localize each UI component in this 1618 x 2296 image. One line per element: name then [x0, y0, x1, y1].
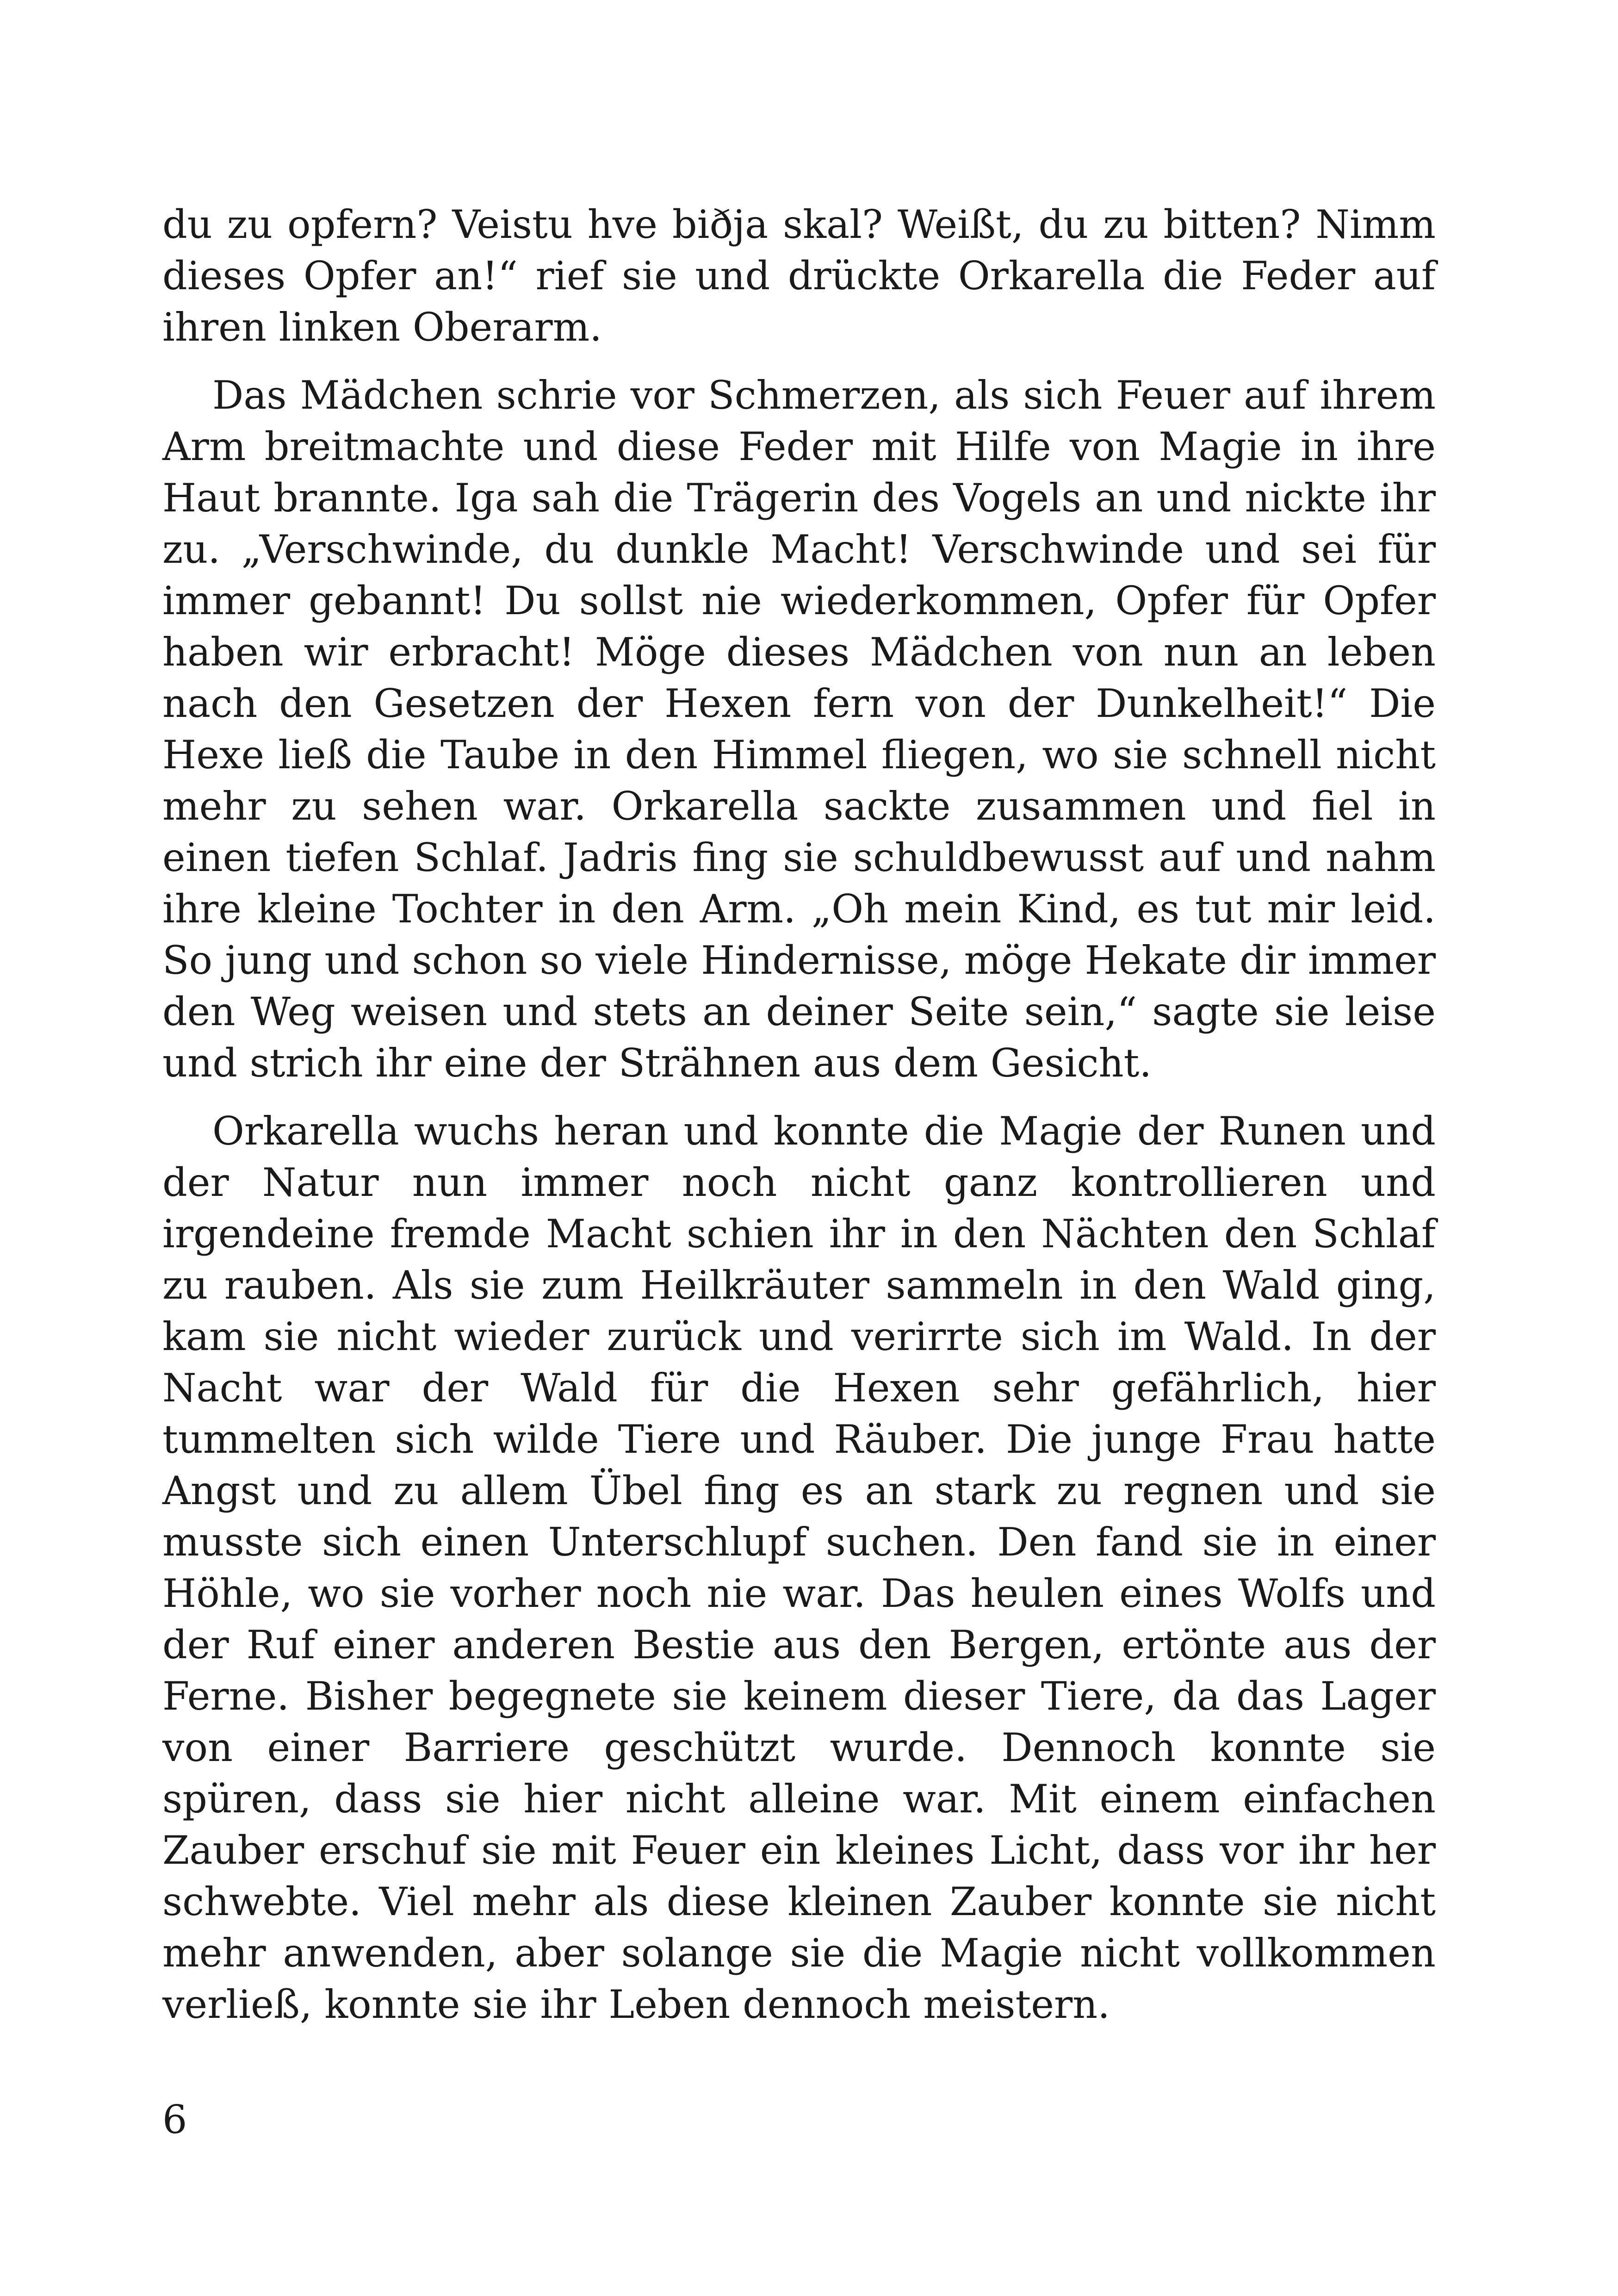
paragraph-continued: du zu opfern? Veistu hve biðja skal? Weißt, du zu bitten? Nimm dieses Opfer an!“ rief sie und drückte Orkarella die Feder auf ihren linken Oberarm. [162, 202, 1436, 350]
page-number: 6 [162, 2097, 187, 2142]
paragraph: Orkarella wuchs heran und konnte die Magie der Runen und der Natur nun immer noch nicht ganz kontrollieren und irgendeine fremde Macht schien ihr in den Nächten den Schlaf zu rauben. Als sie zum Heilkräuter sammeln in den Wald ging, kam sie nicht wieder zurück und verirrte sich im Wald. In der Nacht war der Wald für die Hexen sehr gefährlich, hier tummelten sich wilde Tiere und Räuber. Die junge Frau hatte Angst und zu allem Übel fing es an stark zu regnen und sie musste sich einen Unterschlupf suchen. Den fand sie in einer Höhle, wo sie vorher noch nie war. Das heulen eines Wolfs und der Ruf einer anderen Bestie aus den Bergen, ertönte aus der Ferne. Bisher begegnete sie keinem dieser Tiere, da das Lager von einer Barriere geschützt wurde. Dennoch konnte sie spüren, dass sie hier nicht alleine war. Mit einem einfachen Zauber erschuf sie mit Feuer ein kleines Licht, dass vor ihr her schwebte. Viel mehr als diese kleinen Zauber konnte sie nicht mehr anwenden, aber solange sie die Magie nicht vollkommen verließ, konnte sie ihr Leben dennoch meistern. [162, 1108, 1436, 2027]
body-text [162, 199, 1436, 2047]
paragraph: Das Mädchen schrie vor Schmerzen, als sich Feuer auf ihrem Arm breitmachte und diese Feder mit Hilfe von Magie in ihre Haut brannte. Iga sah die Trägerin des Vogels an und nickte ihr zu. „Verschwinde, du dunkle Macht! Verschwinde und sei für immer gebannt! Du sollst nie wiederkommen, Opfer für Opfer haben wir erbracht! Möge dieses Mädchen von nun an leben nach den Gesetzen der Hexen fern von der Dunkelheit!“ Die Hexe ließ die Taube in den Himmel fliegen, wo sie schnell nicht mehr zu sehen war. Orkarella sackte zusammen und fiel in einen tiefen Schlaf. Jadris fing sie schuldbewusst auf und nahm ihre kleine Tochter in den Arm. „Oh mein Kind, es tut mir leid. So jung und schon so viele Hindernisse, möge Hekate dir immer den Weg weisen und stets an deiner Seite sein,“ sagte sie leise und strich ihr eine der Strähnen aus dem Gesicht. [162, 373, 1436, 1086]
